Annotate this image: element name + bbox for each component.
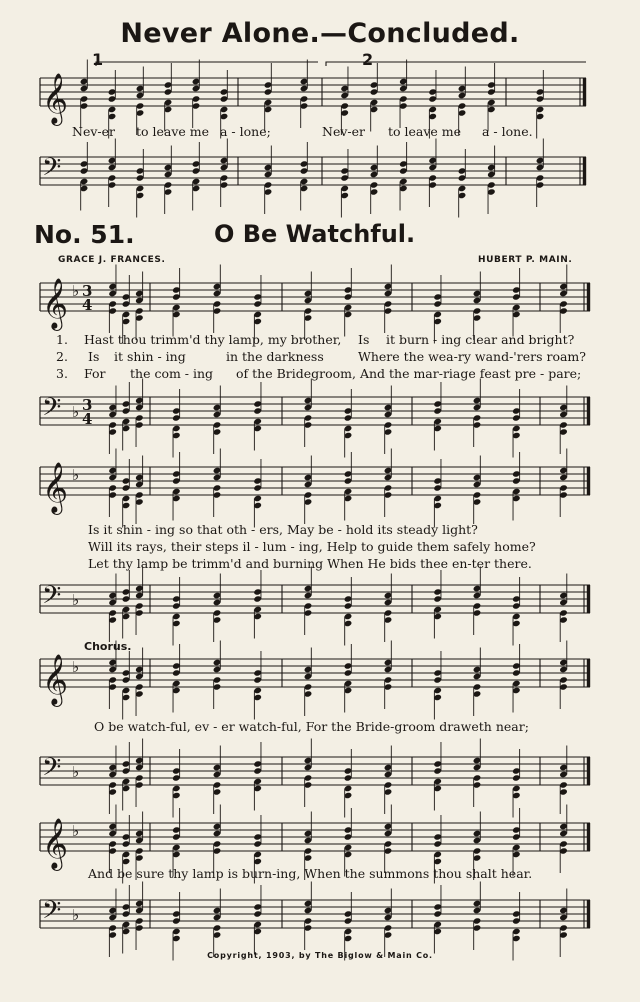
- chorus-label: Chorus.: [84, 640, 132, 653]
- verse-number-2: 2.: [56, 349, 68, 364]
- hymn-title: O Be Watchful.: [214, 220, 416, 248]
- verse-system-1-bass-key-flat: ♭: [72, 403, 80, 421]
- first-ending-number: 1: [92, 50, 104, 69]
- lyric-to-leave-1: to leave me: [136, 124, 210, 139]
- chorus-lyric-line2: And be sure thy lamp is burn-ing, When the summons thou shalt hear.: [88, 866, 533, 881]
- verse-1-lyric-line2: Is it shin - ing so that oth - ers, May be - hold its steady light?: [88, 522, 478, 537]
- verse-system-1-bass-staff-bass-clef: 𝄢: [42, 393, 62, 428]
- verse-1-lyric-c: it burn - ing clear and bright?: [386, 332, 575, 347]
- verse-2-lyric-b: it shin - ing: [114, 349, 186, 364]
- verse-system-2-bass-key-flat: ♭: [72, 591, 80, 609]
- verse-system-1-treble-time-top: 3: [82, 282, 93, 300]
- verse-1-lyric-b: Is: [358, 332, 370, 347]
- never-alone-treble-staff-treble-clef: 𝄞: [42, 73, 69, 124]
- chorus-system-1-treble-staff-treble-clef: 𝄞: [42, 654, 69, 705]
- composer-credit: HUBERT P. MAIN.: [478, 255, 573, 265]
- chorus-system-1-bass-key-flat: ♭: [72, 763, 80, 781]
- verse-system-1-bass-time-bottom: 4: [82, 410, 93, 428]
- verse-2-lyric-c: in the darkness: [226, 349, 324, 364]
- hymn-number: No. 51.: [34, 220, 135, 249]
- lyric-to-leave-2: to leave me: [388, 124, 462, 139]
- never-alone-bass-staff-bass-clef: 𝄢: [42, 153, 62, 188]
- chorus-system-1-bass-staff-bass-clef: 𝄢: [42, 753, 62, 788]
- verse-system-2-treble-key-flat: ♭: [72, 466, 80, 484]
- lyricist-credit: GRACE J. FRANCES.: [58, 255, 166, 265]
- second-ending-number: 2: [362, 50, 374, 69]
- chorus-system-2-bass-key-flat: ♭: [72, 906, 80, 924]
- verse-system-2-treble-staff-treble-clef: 𝄞: [42, 462, 69, 513]
- verse-number-3: 3.: [56, 366, 68, 381]
- verse-system-1-treble-key-flat: ♭: [72, 282, 80, 300]
- verse-3-lyric-a: For: [84, 366, 106, 381]
- verse-3-lyric-line2: Let thy lamp be trimm'd and burning When He bids thee en-ter there.: [88, 556, 532, 571]
- copyright-notice: Copyright, 1903, by The Biglow & Main Co.: [207, 951, 433, 960]
- verse-number-1: 1.: [56, 332, 68, 347]
- verse-system-1-treble-time-bottom: 4: [82, 296, 93, 314]
- lyric-never-1: Nev-er: [72, 124, 115, 139]
- verse-system-2-bass-staff-bass-clef: 𝄢: [42, 581, 62, 616]
- chorus-system-2-treble-staff-treble-clef: 𝄞: [42, 818, 69, 869]
- verse-system-1-bass-time-top: 3: [82, 396, 93, 414]
- first-ending-bracket: [96, 62, 318, 66]
- verse-system-1-treble-staff-treble-clef: 𝄞: [42, 278, 69, 329]
- verse-3-lyric-c: of the Bridegroom, And the mar-riage feast pre - pare;: [236, 366, 582, 381]
- chorus-lyric-line1: O be watch-ful, ev - er watch-ful, For the Bride-groom draweth near;: [94, 719, 529, 734]
- lyric-alone-2: a - lone.: [482, 124, 533, 139]
- lyric-alone-1: a - lone;: [220, 124, 271, 139]
- lyric-never-2: Nev-er: [322, 124, 365, 139]
- verse-1-lyric-a: Hast thou trimm'd thy lamp, my brother,: [84, 332, 342, 347]
- chorus-system-1-treble-key-flat: ♭: [72, 658, 80, 676]
- verse-2-lyric-line2: Will its rays, their steps il - lum - ing, Help to guide them safely home?: [88, 539, 536, 554]
- verse-2-lyric-d: Where the wea-ry wand-'rers roam?: [358, 349, 586, 364]
- chorus-system-2-bass-staff-bass-clef: 𝄢: [42, 896, 62, 931]
- chorus-system-2-treble-key-flat: ♭: [72, 822, 80, 840]
- verse-3-lyric-b: the com - ing: [130, 366, 214, 381]
- continued-title: Never Alone.—Concluded.: [120, 18, 520, 49]
- second-ending-bracket: [326, 62, 586, 66]
- verse-2-lyric-a: Is: [88, 349, 100, 364]
